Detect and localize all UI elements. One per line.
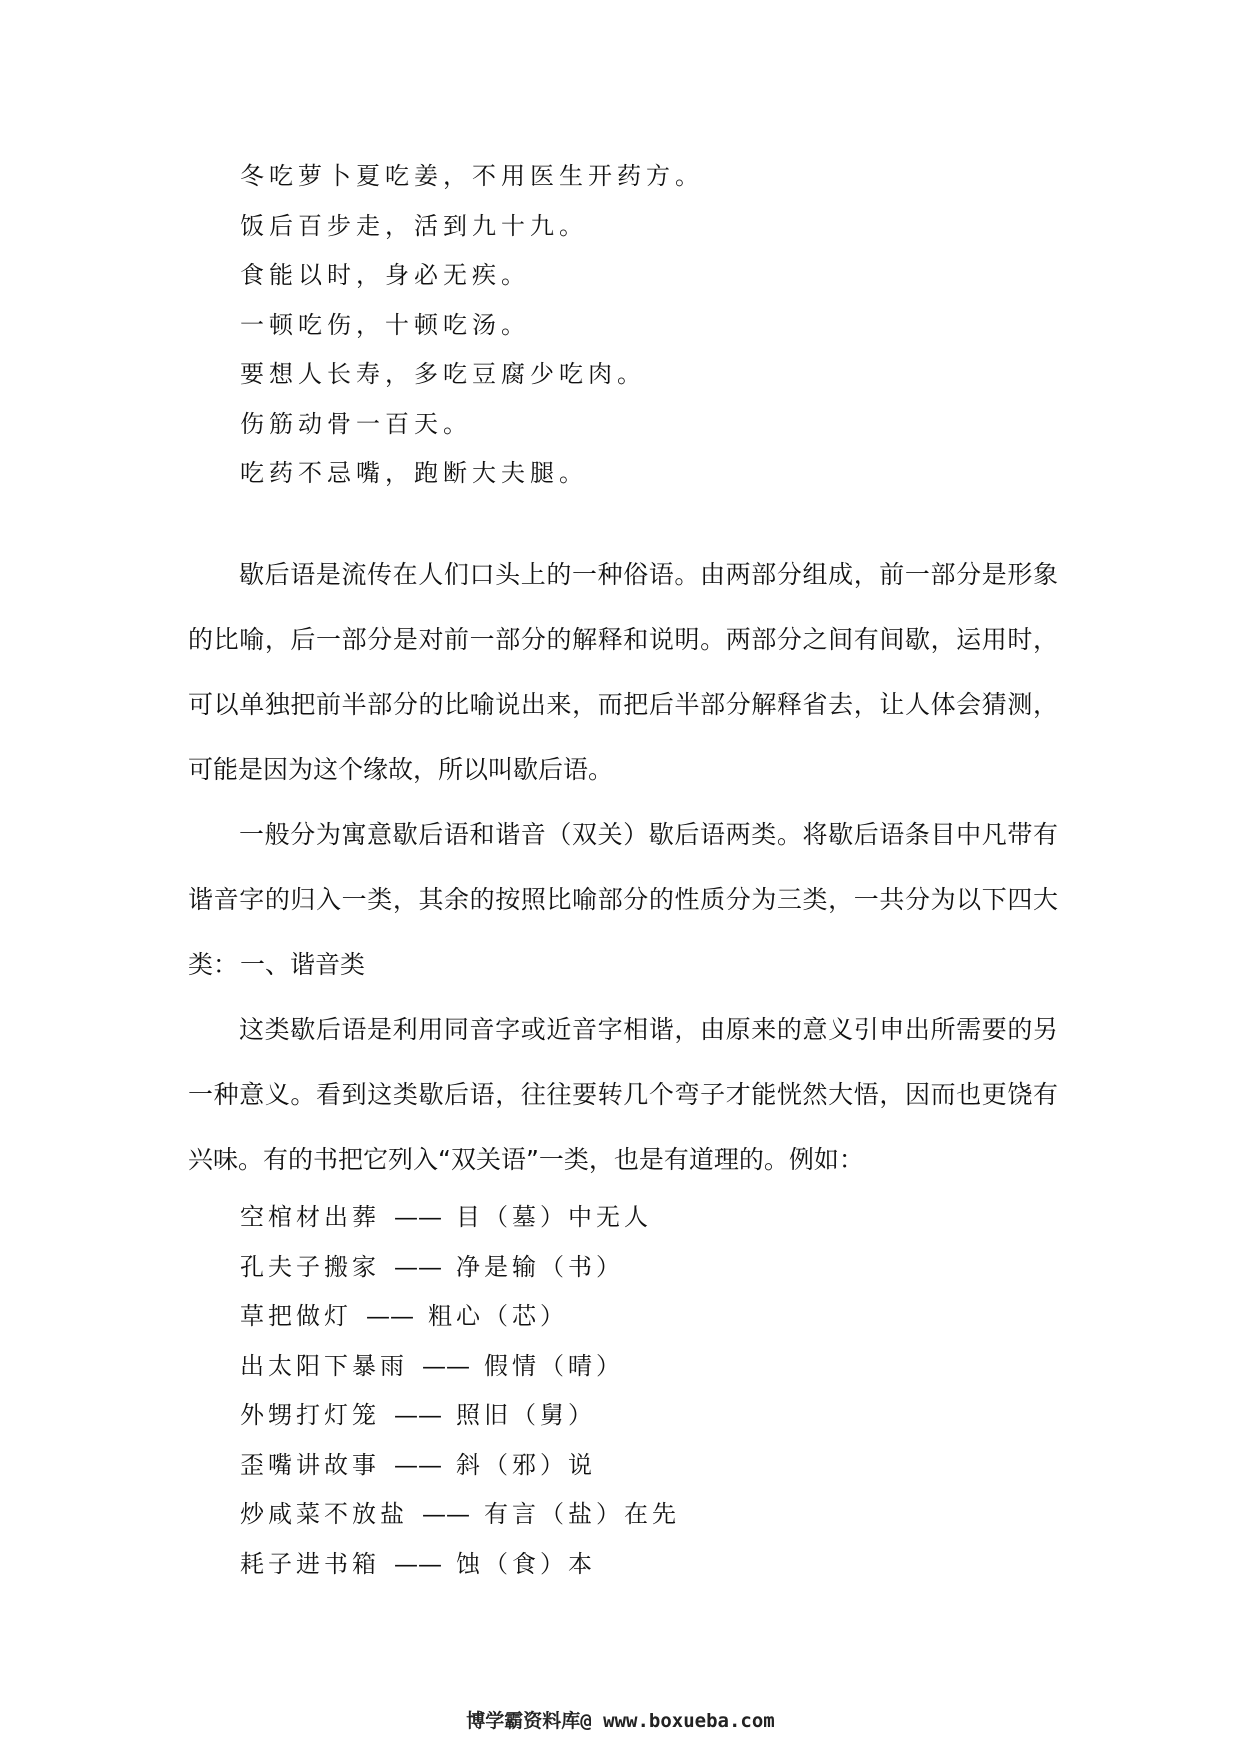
example-front: 耗子进书箱	[240, 1549, 380, 1578]
paragraph-homophone-description: 这类歇后语是利用同音字或近音字相谐，由原来的意义引申出所需要的另一种意义。看到这类歇后语，往往要转几个弯子才能恍然大悟，因而也更饶有兴味。有的书把它列入“双关语”一类，也是有道理的。例如：	[188, 1015, 1058, 1174]
example-item	[240, 1391, 680, 1441]
example-front: 炒咸菜不放盐	[240, 1500, 408, 1528]
proverb-line: 冬吃萝卜夏吃姜，不用医生开药方。	[240, 162, 704, 190]
example-front: 孔夫子搬家	[240, 1252, 380, 1281]
example-item	[240, 1540, 680, 1590]
example-item	[240, 1193, 680, 1243]
example-front: 出太阳下暴雨	[240, 1351, 408, 1380]
example-dash: ——	[366, 1302, 414, 1330]
example-item	[240, 1292, 680, 1342]
example-back: 目（墓）中无人	[456, 1203, 652, 1231]
paragraph-classification: 一般分为寓意歇后语和谐音（双关）歇后语两类。将歇后语条目中凡带有谐音字的归入一类，其余的按照比喻部分的性质分为三类，一共分为以下四大类：	[188, 820, 1058, 979]
section-heading-homophone: 一、谐音类	[240, 950, 366, 979]
example-dash: ——	[422, 1351, 470, 1380]
example-item	[240, 1243, 680, 1293]
example-front: 歪嘴讲故事	[240, 1450, 380, 1479]
example-back: 净是输（书）	[456, 1252, 624, 1281]
example-dash: ——	[394, 1401, 442, 1429]
example-back: 有言（盐）在先	[484, 1500, 680, 1528]
proverb-line: 伤筋动骨一百天。	[240, 409, 472, 438]
example-back: 蚀（食）本	[456, 1549, 596, 1578]
footer-watermark: 博学霸资料库@ www.boxueba.com	[466, 1710, 775, 1732]
proverb-line: 饭后百步走，活到九十九。	[240, 211, 588, 240]
example-front: 草把做灯	[240, 1302, 352, 1330]
paragraph-xiehouyu-definition: 歇后语是流传在人们口头上的一种俗语。由两部分组成，前一部分是形象的比喻，后一部分是对前一部分的解释和说明。两部分之间有间歇，运用时，可以单独把前半部分的比喻说出来，而把后半部分解释省去，让人体会猜测，可能是因为这个缘故，所以叫歇后语。	[188, 560, 1058, 784]
example-item	[240, 1441, 680, 1491]
proverb-list	[240, 152, 704, 499]
proverb-line: 要想人长寿，多吃豆腐少吃肉。	[240, 360, 646, 388]
example-back: 斜（邪）说	[456, 1450, 596, 1479]
example-dash: ——	[394, 1450, 442, 1479]
example-back: 粗心（芯）	[428, 1302, 568, 1330]
example-front: 外甥打灯笼	[240, 1401, 380, 1429]
proverb-line: 一顿吃伤，十顿吃汤。	[240, 310, 530, 339]
example-item	[240, 1490, 680, 1540]
example-dash: ——	[422, 1500, 470, 1528]
example-dash: ——	[394, 1252, 442, 1281]
example-back: 照旧（舅）	[456, 1401, 596, 1429]
example-dash: ——	[394, 1549, 442, 1578]
example-front: 空棺材出葬	[240, 1203, 380, 1231]
example-list	[240, 1193, 680, 1589]
example-dash: ——	[394, 1203, 442, 1231]
proverb-line: 吃药不忌嘴，跑断大夫腿。	[240, 459, 588, 487]
proverb-line: 食能以时，身必无疾。	[240, 261, 530, 289]
example-item	[240, 1342, 680, 1392]
example-back: 假情（晴）	[484, 1351, 624, 1380]
